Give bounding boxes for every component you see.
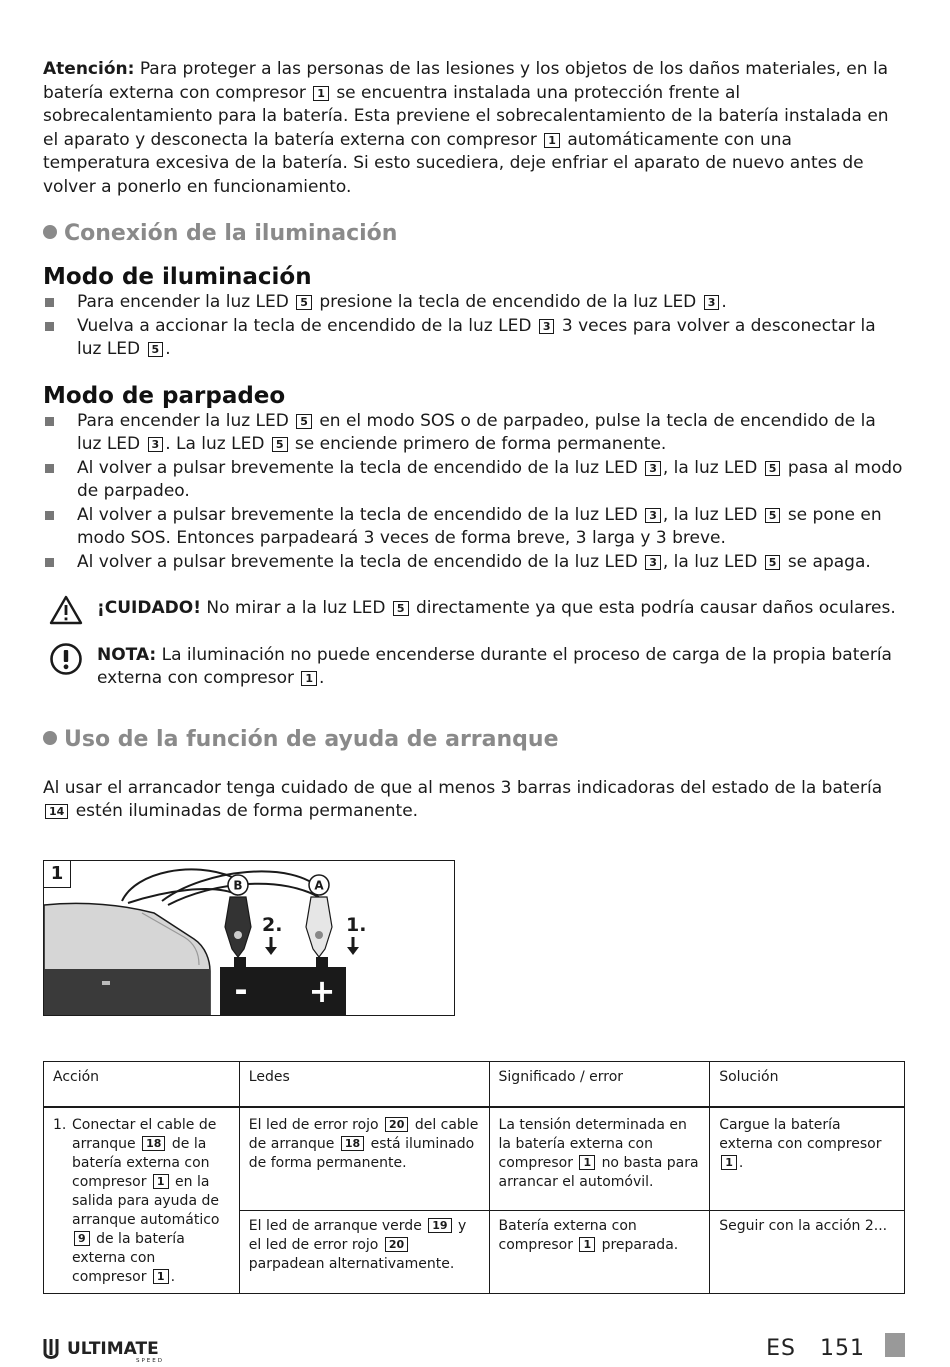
- battery-minus: -: [234, 970, 248, 1009]
- bullet-dot-icon: [43, 731, 57, 745]
- ref-badge: 1: [579, 1155, 595, 1170]
- troubleshooting-table: [43, 1061, 905, 1294]
- ref-badge: 20: [385, 1237, 408, 1252]
- clamp-b-label: B: [233, 878, 243, 892]
- list-item: Al volver a pulsar brevemente la tecla de encendido de la luz LED 3 , la luz LED 5 se pone en modo SOS. Entonces parpadeará 3 veces de forma breve, 3 larga y 3 breve.: [43, 504, 903, 551]
- battery-plus: +: [308, 971, 336, 1010]
- ref-badge: 1: [544, 133, 560, 148]
- step-1-label: 1.: [346, 913, 367, 936]
- ref-badge: 5: [148, 342, 164, 357]
- info-note: NOTA: La iluminación no puede encenderse durante el proceso de carga de la propia batería externa con compresor 1 .: [43, 644, 903, 691]
- led-cell: El led de error rojo 20 del cable de arranque 18 está iluminado de forma permanente.: [239, 1107, 489, 1211]
- list-item: Para encender la luz LED 5 presione la tecla de encendido de la luz LED 3 .: [43, 291, 903, 315]
- ref-badge: 3: [645, 555, 661, 570]
- ref-badge: 1: [721, 1155, 737, 1170]
- list-item: Al volver a pulsar brevemente la tecla de encendido de la luz LED 3 , la luz LED 5 pasa al modo de parpadeo.: [43, 457, 903, 504]
- solution-cell: Cargue la batería externa con compresor 1 .: [710, 1107, 905, 1211]
- subheading-blink-mode: Modo de parpadeo: [43, 382, 286, 409]
- warning-triangle-icon: [49, 595, 83, 633]
- ref-badge: 5: [765, 555, 781, 570]
- ref-badge: 5: [393, 601, 409, 616]
- arrow-down-icon: [265, 937, 277, 955]
- attention-paragraph: Atención: Para proteger a las personas de las lesiones y los objetos de los daños materiales, en la batería externa con compresor 1 se encuentra instalada una protección frente al sobrecalentamiento para la batería. Esta previene el sobrecalentamiento de la batería instalada en el aparato y desconecta la batería externa con compresor 1 automáticamente con una temperatura excesiva de la batería. Si esto sucediera, deje enfriar el aparato de nuevo antes de volver a ponerlo en funcionamiento.: [43, 59, 889, 197]
- table-row: [44, 1107, 905, 1211]
- page-number-value: 151: [820, 1336, 865, 1361]
- jumpstart-intro: Al usar el arrancador tenga cuidado de que al menos 3 barras indicadoras del estado de la batería 14 estén iluminadas de forma permanente.: [43, 777, 883, 821]
- ref-badge: 5: [296, 414, 312, 429]
- ref-badge: 1: [153, 1269, 169, 1284]
- ref-badge: 3: [539, 319, 555, 334]
- figure-jump-connection: [43, 860, 455, 1016]
- nota-label: NOTA:: [97, 644, 157, 665]
- ref-badge: 9: [74, 1231, 90, 1246]
- exclamation-circle-icon: [49, 642, 83, 684]
- ref-badge: 1: [579, 1237, 595, 1252]
- caution-label: ¡CUIDADO!: [97, 598, 201, 618]
- ref-badge: 5: [296, 295, 312, 310]
- ref-badge: 18: [142, 1136, 165, 1151]
- section-heading-jumpstart: Uso de la función de ayuda de arranque: [43, 725, 903, 755]
- table-header-cell: Solución: [710, 1061, 905, 1107]
- ref-badge: 19: [428, 1218, 451, 1233]
- jump-connection-illustration: [44, 861, 454, 1015]
- ref-badge: 20: [385, 1117, 408, 1132]
- table-header-row: [44, 1061, 905, 1107]
- page-number: [766, 1333, 905, 1361]
- figure-number: 1: [43, 860, 71, 888]
- ref-badge: 3: [645, 508, 661, 523]
- list-item: Al volver a pulsar brevemente la tecla de encendido de la luz LED 3 , la luz LED 5 se apaga.: [43, 551, 903, 575]
- light-mode-list: [43, 291, 903, 362]
- ref-badge: 14: [45, 804, 68, 819]
- ref-badge: 3: [148, 437, 164, 452]
- arrow-down-icon: [347, 937, 359, 955]
- caution-note: ¡CUIDADO! No mirar a la luz LED 5 directamente ya que esta podría causar daños oculares.: [43, 597, 903, 621]
- page-footer: [43, 1333, 905, 1363]
- table-header-cell: Acción: [44, 1061, 240, 1107]
- ref-badge: 5: [765, 508, 781, 523]
- ref-badge: 1: [301, 671, 317, 686]
- brand-name: ULTIMATE: [67, 1339, 159, 1359]
- subheading-light-mode: Modo de iluminación: [43, 264, 312, 290]
- page-content: [43, 58, 903, 1294]
- list-item: Vuelva a accionar la tecla de encendido de la luz LED 3 3 veces para volver a desconectar la luz LED 5 .: [43, 315, 903, 362]
- language-code: ES: [766, 1336, 797, 1361]
- brand-logo: [43, 1333, 173, 1367]
- bullet-dot-icon: [43, 225, 57, 239]
- clamp-a-label: A: [314, 878, 324, 892]
- ref-badge: 1: [153, 1174, 169, 1189]
- solution-cell: Seguir con la acción 2...: [710, 1210, 905, 1293]
- blink-mode-list: [43, 410, 903, 575]
- led-cell: El led de arranque verde 19 y el led de error rojo 20 parpadean alternativamente.: [239, 1210, 489, 1293]
- ref-badge: 5: [765, 461, 781, 476]
- table-header-cell: Ledes: [239, 1061, 489, 1107]
- action-cell: 1. Conectar el cable de arranque 18 de la batería externa con compresor 1 en la salida para ayuda de arranque automático 9 de la batería externa con compresor 1 .: [44, 1107, 240, 1294]
- ref-badge: 3: [645, 461, 661, 476]
- ref-badge: 3: [704, 295, 720, 310]
- ref-badge: 18: [341, 1136, 364, 1151]
- ref-badge: 5: [272, 437, 288, 452]
- step-2-label: 2.: [262, 913, 283, 936]
- table-header-cell: Significado / error: [489, 1061, 710, 1107]
- brand-sub: SPEED: [136, 1358, 164, 1363]
- meaning-cell: La tensión determinada en la batería externa con compresor 1 no basta para arrancar el automóvil.: [489, 1107, 710, 1211]
- section-heading-lighting: Conexión de la iluminación: [43, 219, 903, 249]
- list-item: Para encender la luz LED 5 en el modo SOS o de parpadeo, pulse la tecla de encendido de la luz LED 3 . La luz LED 5 se enciende primero de forma permanente.: [43, 410, 903, 457]
- ref-badge: 1: [313, 86, 329, 101]
- attention-label: Atención:: [43, 59, 135, 79]
- page-tab-marker: [885, 1333, 905, 1357]
- meaning-cell: Batería externa con compresor 1 preparada.: [489, 1210, 710, 1293]
